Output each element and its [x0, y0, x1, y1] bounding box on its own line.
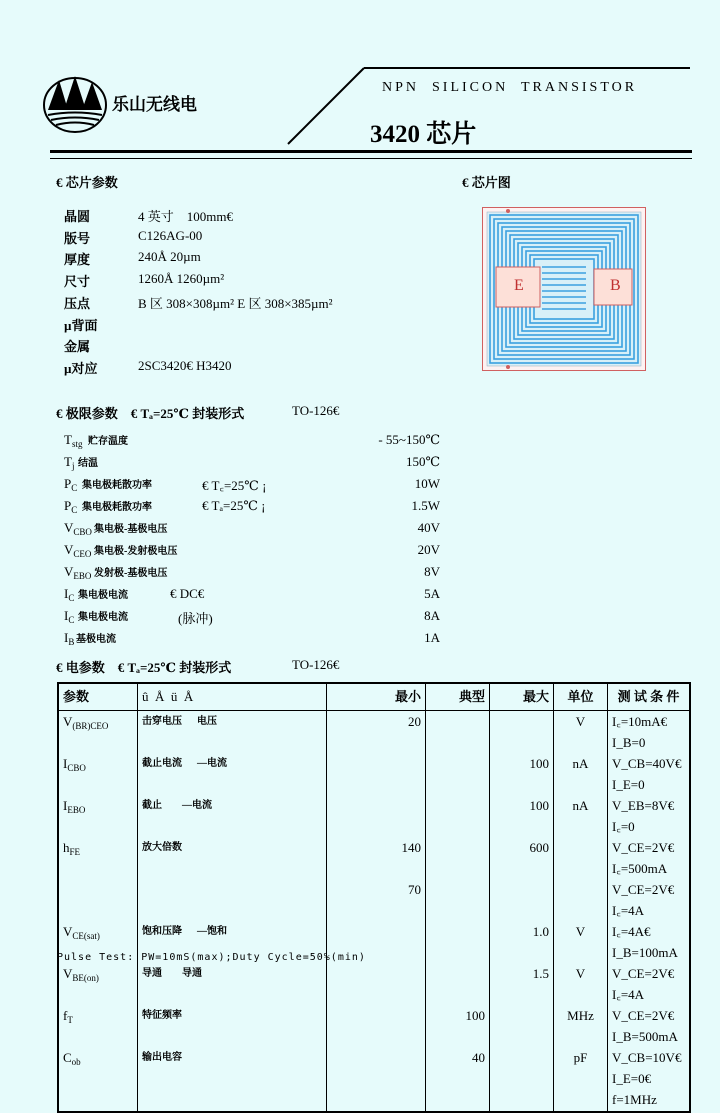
min-cell: 140	[327, 837, 426, 879]
symbol-cell: $I_{EBO}$	[63, 798, 86, 815]
min-cell: 20	[327, 711, 426, 754]
unit-cell: V	[554, 963, 608, 1005]
abs-max-symbol: $P_C$	[64, 476, 78, 493]
chip-params-title: € 芯片参数	[56, 175, 118, 190]
unit-cell: V	[554, 711, 608, 754]
max-cell: 1.5	[490, 963, 554, 1005]
param-value: B 区 308×308µm² E 区 308×385µm²	[138, 296, 333, 311]
table-row	[58, 963, 690, 1005]
abs-max-name: 集电极-基极电压	[94, 524, 168, 535]
abs-max-name: 集电极电流	[78, 590, 128, 601]
cond-cell: V_CB=40V€ I_E=0	[608, 753, 691, 795]
param-label: 晶圆	[64, 209, 91, 224]
desc-cell: 饱和压降 —饱和	[138, 921, 327, 963]
symbol-cell	[58, 1089, 138, 1111]
abs-max-name: 贮存温度	[88, 436, 128, 447]
unit-cell	[554, 879, 608, 921]
typ-cell	[426, 921, 490, 963]
table-row	[58, 1005, 690, 1047]
abs-max-value: 20V	[417, 542, 440, 557]
abs-max-cond: € T꜀=25℃ ¡	[202, 478, 267, 493]
max-cell: 100	[490, 753, 554, 795]
desc-cell: 放大倍数	[138, 837, 327, 879]
chip-diagram-title: € 芯片图	[462, 175, 511, 190]
desc-cell	[138, 879, 327, 921]
abs-max-symbol: $T_j$	[64, 454, 75, 471]
header-cell: 最小	[327, 683, 426, 711]
param-label: 厚度	[64, 252, 91, 267]
unit-cell: nA	[554, 753, 608, 795]
company-name: 乐山无线电	[112, 95, 197, 114]
desc-cell: 输出电容	[138, 1047, 327, 1089]
abs-max-symbol: $I_C$	[64, 608, 75, 625]
abs-max-symbol: $P_C$	[64, 498, 78, 515]
min-cell	[327, 1047, 426, 1089]
unit-cell: MHz	[554, 1005, 608, 1047]
header-cell: 测 试 条 件	[608, 683, 691, 711]
min-cell	[327, 963, 426, 1005]
header-diagonal	[286, 66, 692, 146]
min-cell	[327, 1089, 426, 1111]
table-row	[58, 879, 690, 921]
min-cell	[327, 795, 426, 837]
subtitle: NPN SILICON TRANSISTOR	[382, 80, 638, 95]
cond-cell: I꜀=10mA€ I_B=0	[608, 711, 691, 754]
typ-cell	[426, 879, 490, 921]
symbol-cell: $h_{FE}$	[63, 840, 81, 857]
typ-cell	[426, 1089, 490, 1111]
abs-max-name: 集电极耗散功率	[82, 480, 152, 491]
typ-cell	[426, 837, 490, 879]
min-cell	[327, 753, 426, 795]
symbol-cell	[58, 879, 138, 921]
abs-max-value: - 55~150℃	[378, 432, 440, 447]
symbol-cell: $f_T$	[63, 1008, 73, 1025]
param-value: 4 英寸 100mm€	[138, 209, 233, 224]
header-cell: û Å ü Å	[138, 683, 327, 711]
param-value: 240Å 20µm	[138, 249, 201, 264]
company-logo	[42, 72, 108, 134]
elec-package: TO-126€	[292, 657, 340, 672]
abs-max-symbol: $T_{stg}$	[64, 432, 83, 449]
abs-max-name: 集电极耗散功率	[82, 502, 152, 513]
elec-title: € 电参数 € Tₐ=25℃ 封装形式	[56, 660, 232, 675]
abs-max-cond: (脉冲)	[178, 611, 213, 626]
param-value: 1260Å 1260µm²	[138, 271, 225, 286]
typ-cell	[426, 795, 490, 837]
symbol-cell: $I_{CBO}$	[63, 756, 86, 773]
desc-cell: 击穿电压 电压	[138, 711, 327, 754]
table-row	[58, 837, 690, 879]
desc-cell: 截止电流 —电流	[138, 753, 327, 795]
abs-max-package: TO-126€	[292, 403, 340, 418]
cond-cell: V_EB=8V€ I꜀=0	[608, 795, 691, 837]
footnote: Pulse Test: PW=10mS(max);Duty Cycle=50%(min)	[57, 952, 366, 963]
abs-max-name: 发射极-基极电压	[94, 568, 168, 579]
max-cell: 1.0	[490, 921, 554, 963]
abs-max-value: 8V	[424, 564, 440, 579]
typ-cell: 40	[426, 1047, 490, 1089]
symbol-cell: $V_{(BR)CEO}$	[63, 714, 109, 731]
cond-cell: V_CE=2V€ I꜀=4A	[608, 963, 691, 1005]
abs-max-symbol: $I_B$	[64, 630, 75, 647]
desc-cell: 截止 —电流	[138, 795, 327, 837]
abs-max-value: 8A	[424, 608, 440, 623]
max-cell	[490, 1005, 554, 1047]
table-row	[58, 753, 690, 795]
header-cell: 单位	[554, 683, 608, 711]
param-value: 2SC3420€ H3420	[138, 358, 232, 373]
die-label-base: B	[610, 277, 621, 294]
cond-cell: V_CE=2V€ I꜀=4A	[608, 879, 691, 921]
abs-max-name: 集电极-发射极电压	[94, 546, 178, 557]
abs-max-value: 1.5W	[411, 498, 440, 513]
header-cell: 最大	[490, 683, 554, 711]
abs-max-value: 10W	[414, 476, 440, 491]
abs-max-title: € 极限参数 € Tₐ=25℃ 封装形式	[56, 406, 245, 421]
param-label: µ背面	[64, 318, 98, 333]
header-rule-thick	[50, 150, 692, 153]
desc-cell: 导通 导通	[138, 963, 327, 1005]
abs-max-symbol: $I_C$	[64, 586, 75, 603]
die-label-emitter: E	[514, 277, 524, 294]
unit-cell: nA	[554, 795, 608, 837]
cond-cell: V_CB=10V€ I_E=0€	[608, 1047, 691, 1089]
param-label: 压点	[64, 296, 91, 311]
max-cell	[490, 1089, 554, 1111]
typ-cell: 100	[426, 1005, 490, 1047]
param-label: 金属	[64, 339, 91, 354]
param-label: 尺寸	[64, 274, 91, 289]
table-row	[58, 1089, 690, 1111]
table-header-row	[58, 683, 690, 711]
symbol-cell: $V_{BE(on)}$	[63, 966, 99, 983]
cond-cell: I꜀=4A€ I_B=100mA	[608, 921, 691, 963]
symbol-cell: $C_{ob}$	[63, 1050, 81, 1067]
typ-cell	[426, 963, 490, 1005]
unit-cell	[554, 1089, 608, 1111]
abs-max-name: 基极电流	[76, 634, 116, 645]
min-cell	[327, 1005, 426, 1047]
max-cell	[490, 711, 554, 754]
abs-max-symbol: $V_{EBO}$	[64, 564, 92, 581]
max-cell: 600	[490, 837, 554, 879]
header-rule-thin	[50, 158, 692, 159]
table-filler-row	[58, 1111, 690, 1112]
table-row	[58, 795, 690, 837]
abs-max-cond: € Tₐ=25℃ ¡	[202, 498, 266, 513]
elec-table	[57, 682, 691, 1113]
max-cell	[490, 879, 554, 921]
typ-cell	[426, 711, 490, 754]
abs-max-value: 150℃	[405, 454, 440, 469]
header-cell: 典型	[426, 683, 490, 711]
unit-cell	[554, 837, 608, 879]
unit-cell: pF	[554, 1047, 608, 1089]
param-value: C126AG-00	[138, 228, 203, 243]
symbol-cell: $V_{CE(sat)}$	[63, 924, 100, 941]
typ-cell	[426, 753, 490, 795]
min-cell: 70	[327, 879, 426, 921]
die-diagram	[482, 207, 646, 371]
table-row	[58, 711, 690, 754]
cond-cell: V_CE=2V€ I꜀=500mA	[608, 837, 691, 879]
abs-max-name: 集电极电流	[78, 612, 128, 623]
unit-cell: V	[554, 921, 608, 963]
desc-cell: 特征频率	[138, 1005, 327, 1047]
abs-max-symbol: $V_{CEO}$	[64, 542, 92, 559]
page-title: 3420 芯片	[370, 121, 477, 148]
abs-max-value: 5A	[424, 586, 440, 601]
max-cell: 100	[490, 795, 554, 837]
cond-cell: f=1MHz	[608, 1089, 691, 1111]
desc-cell	[138, 1089, 327, 1111]
param-label: 版号	[64, 231, 91, 246]
table-row	[58, 1047, 690, 1089]
abs-max-symbol: $V_{CBO}$	[64, 520, 92, 537]
cond-cell: V_CE=2V€ I_B=500mA	[608, 1005, 691, 1047]
header-cell: 参数	[58, 683, 138, 711]
param-label: µ对应	[64, 361, 98, 376]
max-cell	[490, 1047, 554, 1089]
abs-max-cond: € DC€	[170, 586, 205, 601]
abs-max-value: 1A	[424, 630, 440, 645]
abs-max-value: 40V	[417, 520, 440, 535]
abs-max-name: 结温	[78, 458, 98, 469]
